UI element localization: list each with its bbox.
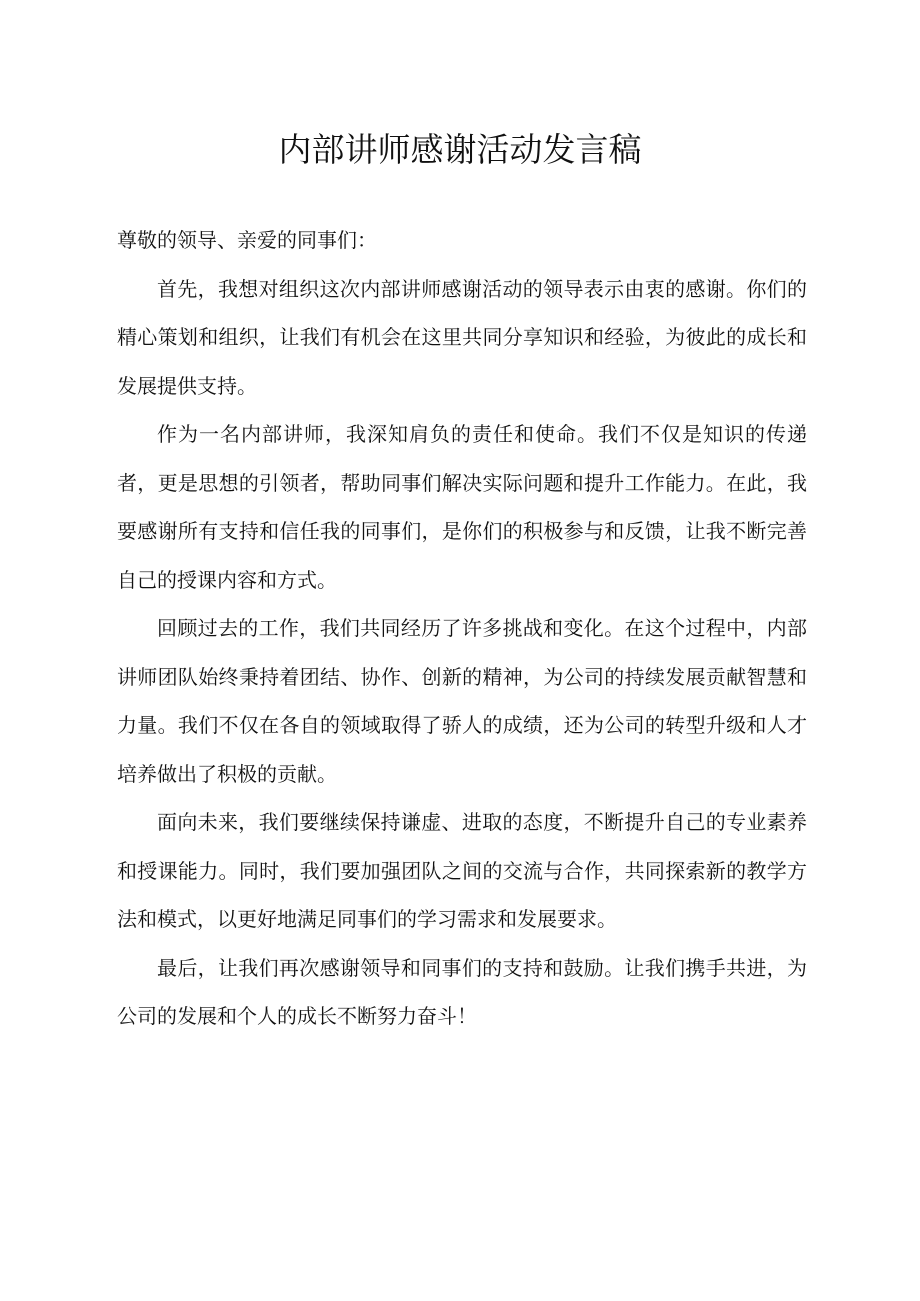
paragraph-lecturer-responsibility: 作为一名内部讲师，我深知肩负的责任和使命。我们不仅是知识的传递者，更是思想的引领者，帮助同事们解决实际问题和提升工作能力。在此，我要感谢所有支持和信任我的同事们，是你们的积极参与和反馈，让我不断完善自己的授课内容和方式。 bbox=[117, 422, 807, 592]
paragraph-closing-thanks: 最后，让我们再次感谢领导和同事们的支持和鼓励。让我们携手共进，为公司的发展和个人的成长不断努力奋斗！ bbox=[117, 955, 807, 1028]
paragraph-review-past-work: 回顾过去的工作，我们共同经历了许多挑战和变化。在这个过程中，内部讲师团队始终秉持着团结、协作、创新的精神，为公司的持续发展贡献智慧和力量。我们不仅在各自的领域取得了骄人的成绩，还为公司的转型升级和人才培养做出了积极的贡献。 bbox=[117, 616, 807, 786]
paragraph-opening-thanks: 首先，我想对组织这次内部讲师感谢活动的领导表示由衷的感谢。你们的精心策划和组织，让我们有机会在这里共同分享知识和经验，为彼此的成长和发展提供支持。 bbox=[117, 276, 807, 398]
document-title: 内部讲师感谢活动发言稿 bbox=[278, 130, 642, 169]
paragraph-future-outlook: 面向未来，我们要继续保持谦虚、进取的态度，不断提升自己的专业素养和授课能力。同时，我们要加强团队之间的交流与合作，共同探索新的教学方法和模式，以更好地满足同事们的学习需求和发展要求。 bbox=[117, 810, 807, 931]
salutation: 尊敬的领导、亲爱的同事们： bbox=[117, 228, 377, 252]
document-body bbox=[117, 216, 807, 1041]
